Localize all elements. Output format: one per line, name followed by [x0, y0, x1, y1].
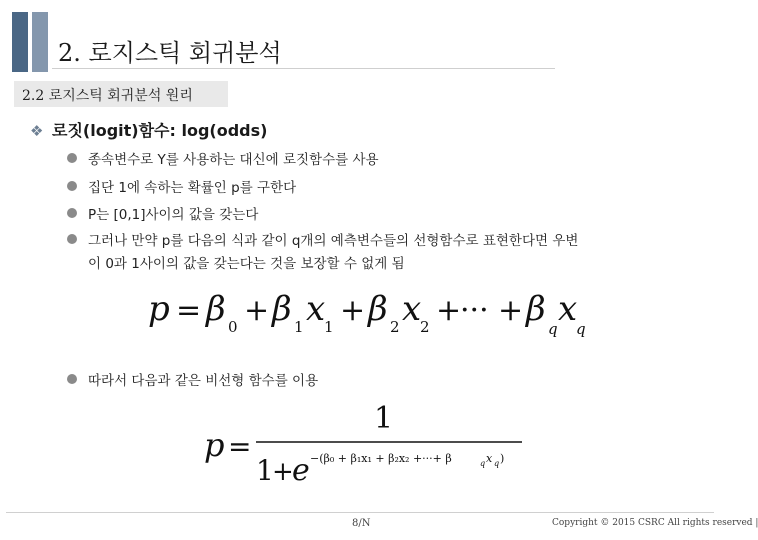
svg-text:β: β — [272, 289, 292, 329]
svg-text:1: 1 — [374, 401, 394, 436]
svg-text:x: x — [558, 289, 578, 329]
svg-text:0: 0 — [228, 318, 238, 336]
slide-subtitle: 2.2 로지스틱 회귀분석 원리 — [22, 88, 193, 104]
svg-text:+: + — [436, 293, 462, 328]
bullet-dot-icon — [67, 153, 77, 163]
page-number: 8/N — [352, 518, 371, 529]
logistic-equation-svg — [200, 398, 540, 498]
svg-text:x: x — [486, 452, 493, 465]
bullet-text-4-continued: 이 0과 1사이의 값을 갖는다는 것을 보장할 수 없게 됨 — [88, 256, 405, 272]
linear-equation-svg — [146, 282, 606, 342]
footer-divider — [6, 512, 714, 513]
bullet-dot-icon — [67, 181, 77, 191]
bullet-text-3: P는 [0,1]사이의 값을 갖는다 — [88, 207, 259, 223]
svg-text:1: 1 — [256, 454, 274, 487]
svg-text:1: 1 — [324, 318, 334, 336]
svg-text:+: + — [498, 293, 524, 328]
svg-text:1: 1 — [294, 318, 304, 336]
section-heading: 로짓(logit)함수: log(odds) — [52, 121, 268, 140]
svg-text:+: + — [340, 293, 366, 328]
bullet-text-2: 집단 1에 속하는 확률인 p를 구한다 — [88, 180, 297, 196]
svg-text:q: q — [480, 459, 486, 468]
bullet-dot-icon — [67, 374, 77, 384]
bullet-dot-icon — [67, 208, 77, 218]
svg-text:2: 2 — [420, 318, 430, 336]
svg-text:p: p — [204, 426, 225, 464]
bullet-text-1: 종속변수로 Y를 사용하는 대신에 로짓함수를 사용 — [88, 152, 379, 168]
svg-text:x: x — [402, 289, 422, 329]
svg-text:2: 2 — [390, 318, 400, 336]
svg-text:−(β₀ + β₁x₁ + β₂x₂ +···+ β: −(β₀ + β₁x₁ + β₂x₂ +···+ β — [310, 452, 452, 465]
bullet-text-4: 그러나 만약 p를 다음의 식과 같이 q개의 예측변수들의 선형함수로 표현한다면 우변 — [88, 233, 579, 249]
svg-text:q: q — [494, 459, 500, 468]
svg-text:+: + — [244, 293, 270, 328]
slide-title: 2. 로지스틱 회귀분석 — [58, 39, 282, 67]
svg-text:q: q — [576, 320, 586, 338]
bullet-dot-icon — [67, 234, 77, 244]
svg-text:e: e — [292, 453, 310, 488]
svg-text:β: β — [206, 289, 226, 329]
copyright-text: Copyright © 2015 CSRC All rights reserved | — [552, 518, 758, 528]
svg-text:β: β — [368, 289, 388, 329]
title-divider — [52, 68, 555, 69]
svg-text:β: β — [526, 289, 546, 329]
svg-text:q: q — [548, 320, 558, 338]
bullet-text-5: 따라서 다음과 같은 비선형 함수를 이용 — [88, 373, 319, 389]
diamond-bullet-icon: ❖ — [30, 122, 44, 140]
title-accent-bar-dark — [12, 12, 28, 72]
svg-text:): ) — [500, 452, 505, 465]
svg-text:=: = — [176, 293, 202, 328]
title-accent-bar-light — [32, 12, 48, 72]
svg-text:=: = — [228, 430, 252, 463]
svg-text:p: p — [148, 289, 170, 329]
svg-text:x: x — [306, 289, 326, 329]
svg-text:+: + — [272, 457, 294, 487]
svg-text:···: ··· — [460, 293, 489, 328]
